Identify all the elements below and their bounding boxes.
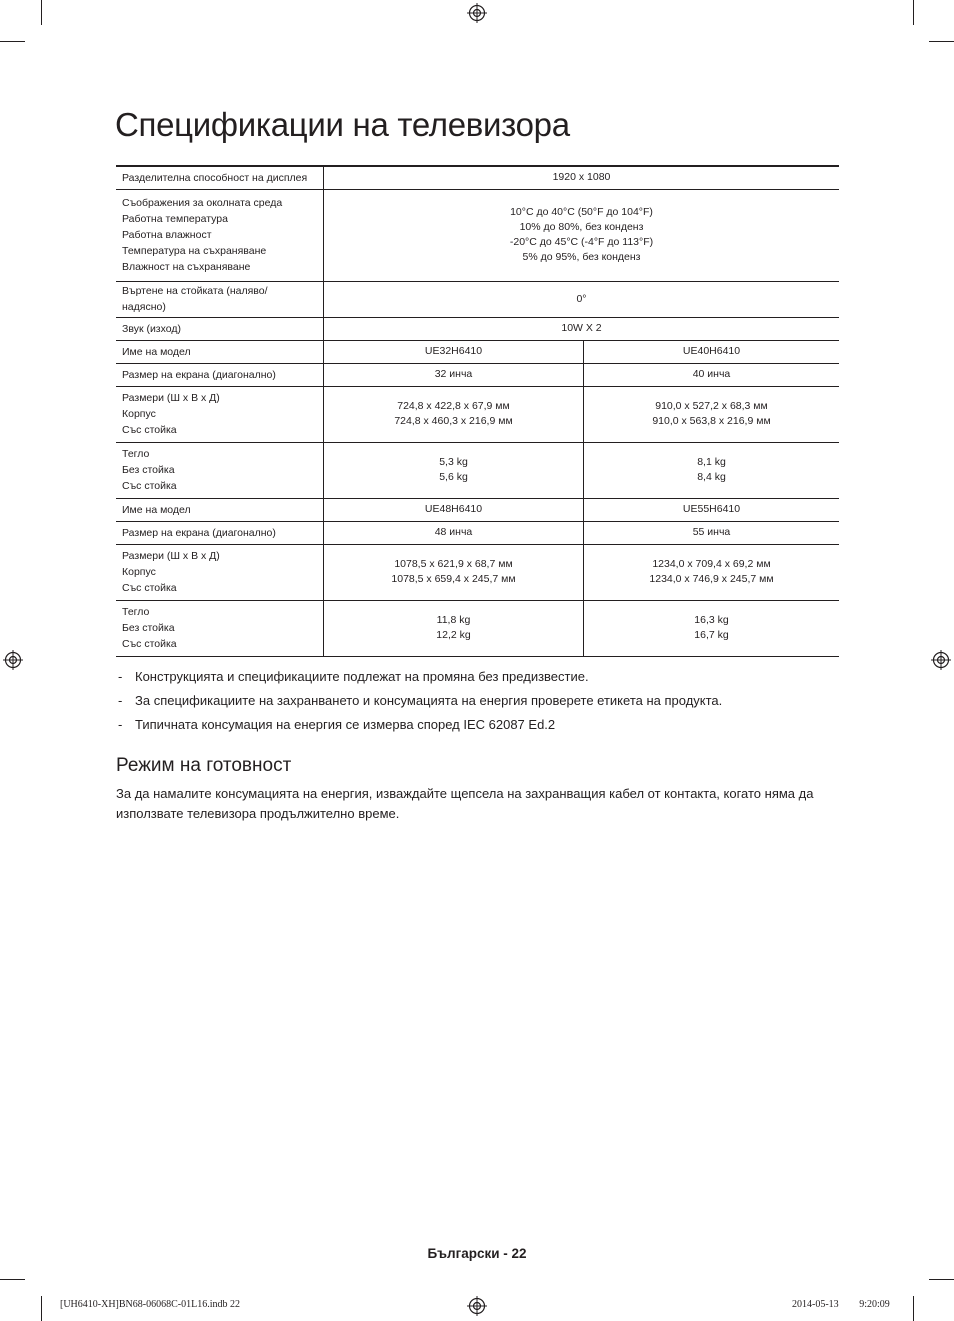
spec-row: [116, 281, 839, 317]
spec-value-left-line: 5,3 kg: [439, 456, 468, 468]
spec-value-right-line: 16,3 kg: [694, 614, 729, 626]
spec-value: [324, 166, 840, 189]
spec-value-left: [324, 386, 584, 442]
spec-label-line: Размер на екрана (диагонално): [122, 368, 276, 381]
spec-value-line: 10W X 2: [561, 322, 602, 334]
spec-label: [116, 189, 324, 281]
spec-value-right-line: 40 инча: [692, 368, 731, 380]
spec-label-line: Име на модел: [122, 503, 191, 516]
note-item: - Конструкцията и спецификациите подлежат на промяна без предизвестие.: [118, 669, 589, 684]
spec-row: [116, 600, 839, 656]
spec-value-right: [584, 386, 840, 442]
spec-label: [116, 544, 324, 600]
note-item: - За спецификациите на захранването и консумацията на енергия проверете етикета на продукта.: [118, 693, 723, 708]
footer-datetime: 2014-05-13 ￿￿ 9:20:09: [792, 1299, 890, 1310]
spec-row: [116, 544, 839, 600]
spec-label-line: Със стойка: [122, 582, 177, 594]
registration-mark-icon: [3, 650, 23, 670]
spec-label-line: Без стойка: [122, 622, 175, 634]
crop-mark: [41, 0, 42, 25]
spec-value-right-line: 910,0 x 527,2 x 68,3 мм: [655, 400, 768, 412]
spec-value-right-line: 55 инча: [692, 526, 731, 538]
spec-label-line: Работна температура: [122, 213, 228, 225]
registration-mark-icon: [467, 3, 487, 23]
spec-label-line: Размер на екрана (диагонално): [122, 526, 276, 539]
spec-label-line: Корпус: [122, 408, 156, 420]
spec-value-right: [584, 363, 840, 386]
spec-value-line: 5% до 95%, без конденз: [522, 251, 641, 263]
registration-mark-icon: [467, 1296, 487, 1316]
spec-label-line: Размери (Ш x В x Д): [122, 550, 220, 562]
spec-value-left-line: UE48H6410: [424, 503, 483, 515]
spec-label-line: Работна влажност: [122, 229, 212, 241]
standby-heading: Режим на готовност: [116, 755, 292, 776]
note-item: - Типичната консумация на енергия се измерва според IEC 62087 Ed.2: [118, 717, 556, 732]
spec-row: [116, 166, 839, 189]
spec-label: [116, 442, 324, 498]
spec-value-right-line: 1234,0 x 709,4 x 69,2 мм: [652, 558, 771, 570]
spec-row: [116, 386, 839, 442]
spec-value-right: [584, 521, 840, 544]
spec-value: [324, 189, 840, 281]
crop-mark: [913, 0, 914, 25]
spec-value-left: [324, 498, 584, 521]
spec-label-line: Със стойка: [122, 480, 177, 492]
spec-value-right: [584, 340, 840, 363]
spec-value-right-line: 16,7 kg: [694, 629, 729, 641]
standby-paragraph: За да намалите консумацията на енергия, изваждайте щепсела на захранващия кабел от контакта, когато няма да използвате телевизора продължително време.: [116, 786, 814, 821]
crop-mark: [41, 1296, 42, 1321]
spec-value: [324, 281, 840, 317]
spec-value-left-line: UE32H6410: [424, 345, 483, 357]
spec-value-line: 0°: [576, 292, 587, 305]
spec-value-left-line: 48 инча: [434, 526, 473, 538]
spec-value-left-line: 724,8 x 460,3 x 216,9 мм: [394, 415, 513, 427]
spec-row: [116, 498, 839, 521]
spec-table: [116, 165, 839, 657]
spec-value-right: [584, 442, 840, 498]
spec-label-line: Звук (изход): [122, 322, 181, 335]
spec-row: [116, 521, 839, 544]
spec-label-line: Име на модел: [122, 345, 191, 358]
spec-row: [116, 363, 839, 386]
note-text: Типичната консумация на енергия се измерва според IEC 62087 Ed.2: [135, 717, 556, 732]
spec-value-left-line: 12,2 kg: [436, 629, 471, 641]
spec-value-line: -20°C до 45°C (-4°F до 113°F): [509, 236, 654, 248]
spec-label: [116, 600, 324, 656]
spec-value-line: 1920 x 1080: [552, 171, 611, 184]
spec-label-line: надясно): [122, 301, 166, 313]
spec-label-line: Разделителна способност на дисплея: [122, 171, 308, 184]
spec-value-left: [324, 544, 584, 600]
spec-row: [116, 442, 839, 498]
crop-mark: [0, 1279, 25, 1280]
page-title: Спецификации на телевизора: [115, 106, 570, 143]
page-number: Български - 22: [427, 1246, 527, 1261]
spec-label-line: Без стойка: [122, 464, 175, 476]
spec-label-line: Със стойка: [122, 638, 177, 650]
spec-row: [116, 340, 839, 363]
spec-value-right: [584, 600, 840, 656]
spec-value-right-line: UE40H6410: [682, 345, 741, 357]
spec-row: [116, 189, 839, 281]
spec-value-left-line: 1078,5 x 621,9 x 68,7 мм: [394, 558, 513, 570]
spec-label: [116, 386, 324, 442]
spec-label-line: Съображения за околната среда: [122, 197, 283, 209]
crop-mark: [929, 41, 954, 42]
notes-list: [116, 668, 839, 740]
spec-label-line: Корпус: [122, 566, 156, 578]
spec-value-right-line: 910,0 x 563,8 x 216,9 мм: [652, 415, 771, 427]
spec-value: [324, 317, 840, 340]
spec-value-left-line: 11,8 kg: [436, 614, 471, 626]
spec-label: [116, 363, 324, 386]
spec-value-right-line: UE55H6410: [682, 503, 741, 515]
spec-label-line: Тегло: [122, 448, 150, 460]
spec-label: [116, 281, 324, 317]
spec-value-left: [324, 442, 584, 498]
spec-label-line: Тегло: [122, 606, 150, 618]
spec-label-line: Размери (Ш x В x Д): [122, 392, 220, 404]
spec-value-left-line: 32 инча: [434, 368, 473, 380]
spec-value-left-line: 5,6 kg: [439, 471, 468, 483]
spec-value-line: 10°C до 40°C (50°F до 104°F): [510, 206, 653, 218]
spec-value-left-line: 1078,5 x 659,4 x 245,7 мм: [391, 573, 516, 585]
footer-file: [UH6410-XH]BN68-06068C-01L16.indb 22: [60, 1299, 240, 1310]
spec-value-line: 10% до 80%, без конденз: [519, 221, 644, 233]
crop-mark: [929, 1279, 954, 1280]
crop-mark: [913, 1296, 914, 1321]
spec-value-right: [584, 498, 840, 521]
note-text: Конструкцията и спецификациите подлежат на промяна без предизвестие.: [135, 669, 589, 684]
registration-mark-icon: [931, 650, 951, 670]
spec-label: [116, 317, 324, 340]
spec-value-left: [324, 340, 584, 363]
spec-label-line: Със стойка: [122, 424, 177, 436]
spec-value-left: [324, 521, 584, 544]
crop-mark: [0, 41, 25, 42]
spec-value-right-line: 8,4 kg: [697, 471, 726, 483]
spec-value-right: [584, 544, 840, 600]
spec-label-line: Влажност на съхраняване: [122, 261, 251, 273]
spec-value-left: [324, 363, 584, 386]
spec-label: [116, 498, 324, 521]
spec-label: [116, 166, 324, 189]
spec-label: [116, 521, 324, 544]
spec-label: [116, 340, 324, 363]
spec-label-line: Въртене на стойката (наляво/: [122, 285, 268, 297]
spec-value-left: [324, 600, 584, 656]
spec-value-left-line: 724,8 x 422,8 x 67,9 мм: [397, 400, 510, 412]
spec-row: [116, 317, 839, 340]
spec-label-line: Температура на съхраняване: [122, 245, 267, 257]
note-text: За спецификациите на захранването и консумацията на енергия проверете етикета на продукта.: [135, 693, 723, 708]
spec-value-right-line: 1234,0 x 746,9 x 245,7 мм: [649, 573, 774, 585]
spec-value-right-line: 8,1 kg: [697, 456, 726, 468]
